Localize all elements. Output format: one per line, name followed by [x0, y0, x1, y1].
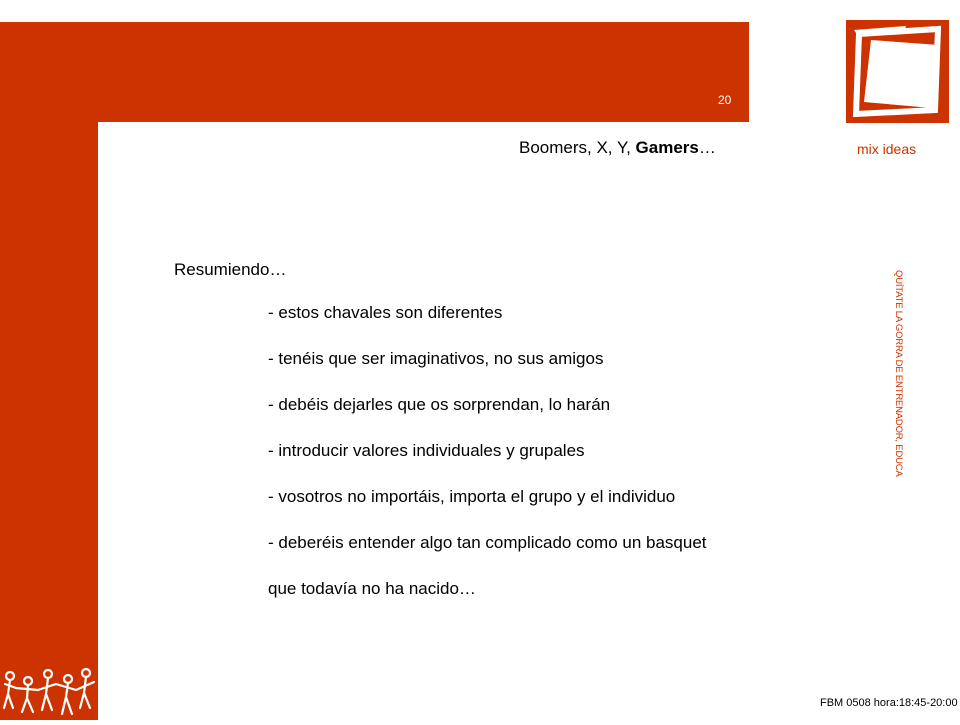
summary-list: [268, 302, 707, 612]
dancing-figures-icon: [2, 664, 96, 720]
slide-title: [519, 138, 716, 158]
logo-caption: mix ideas: [857, 141, 917, 157]
left-red-band: [0, 22, 98, 720]
list-item: - debéis dejarles que os sorprendan, lo harán: [268, 395, 611, 414]
tilted-squares-logo-icon: [846, 20, 949, 123]
vertical-motto: QUÍTATE LA GORRA DE ENTRENADOR, EDUCA: [893, 270, 904, 477]
list-item: - introducir valores individuales y grupales: [268, 441, 585, 460]
title-prefix: Boomers, X, Y,: [519, 138, 636, 157]
footer-note: FBM 0508 hora:18:45-20:00: [820, 697, 958, 709]
list-item: - vosotros no importáis, importa el grupo y el individuo: [268, 487, 676, 506]
list-item: que todavía no ha nacido…: [268, 579, 476, 598]
title-suffix: …: [698, 138, 716, 157]
top-red-band: [0, 22, 749, 122]
list-item: - estos chavales son diferentes: [268, 303, 503, 322]
list-item: - deberéis entender algo tan complicado como un basquet: [268, 533, 707, 552]
lead-text: Resumiendo…: [174, 260, 287, 279]
title-bold: Gamers: [635, 138, 699, 157]
page-number: 20: [718, 93, 732, 107]
list-item: - tenéis que ser imaginativos, no sus amigos: [268, 349, 604, 368]
